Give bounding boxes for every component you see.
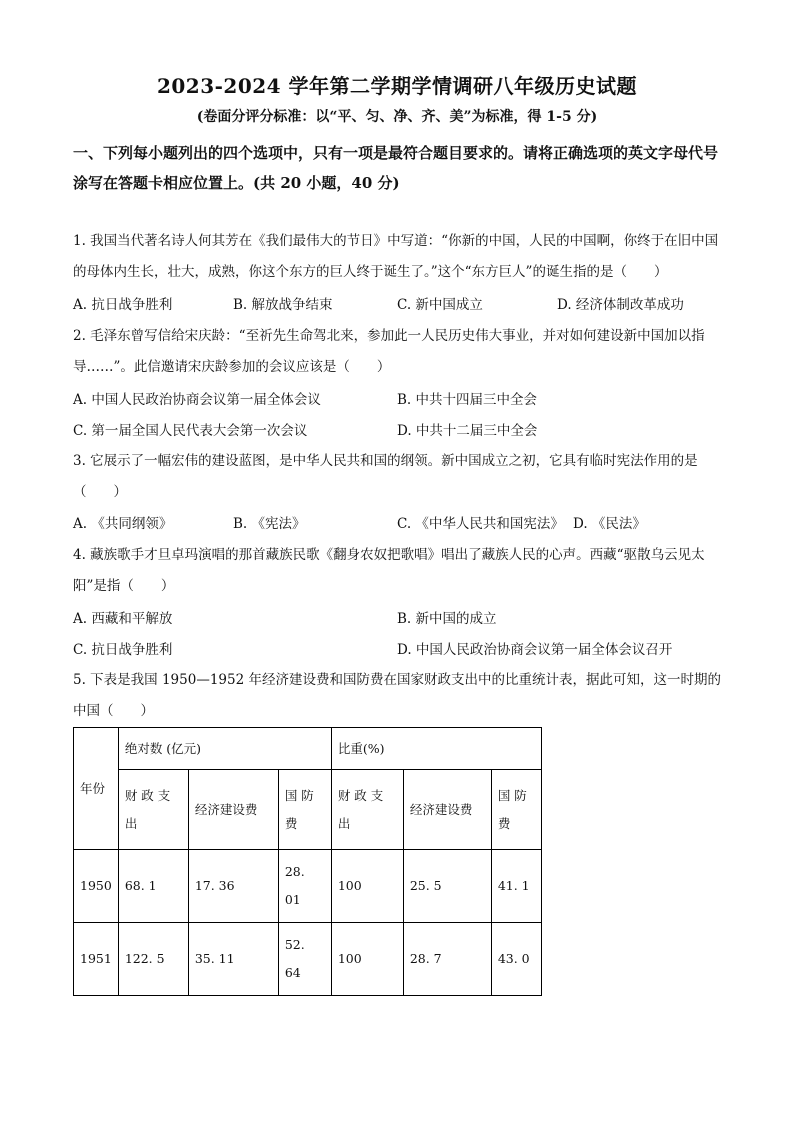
- table-row: [74, 850, 542, 923]
- cell-pct-econ: 25. 5: [403, 850, 491, 923]
- question-2-option-d: D. 中共十二届三中全会: [397, 423, 538, 439]
- abs-header: 绝对数 (亿元): [118, 728, 331, 770]
- econ-header: 经济建设费: [188, 770, 278, 850]
- cell-defense: 52. 64: [278, 923, 331, 996]
- section-instruction: 一、下列每小题列出的四个选项中，只有一项是最符合题目要求的。请将正确选项的英文字母代号涂写在答题卡相应位置上。(共 20 小题，40 分): [73, 144, 719, 192]
- question-1-stem: 1. 我国当代著名诗人何其芳在《我们最伟大的节日》中写道：“你新的中国，人民的中国啊，你终于在旧中国的母体内生长，壮大，成熟，你这个东方的巨人终于诞生了。”这个“东方巨人”的诞生指的是（ ）: [73, 233, 719, 280]
- pct-header: 比重(%): [331, 728, 541, 770]
- cell-pct-fiscal: 100: [331, 850, 403, 923]
- fiscal-header: 财 政 支 出: [118, 770, 188, 850]
- question-1-option-d: D. 经济体制改革成功: [557, 297, 684, 313]
- question-2-option-b: B. 中共十四届三中全会: [397, 392, 538, 408]
- cell-econ: 35. 11: [188, 923, 278, 996]
- cell-fiscal: 68. 1: [118, 850, 188, 923]
- cell-pct-econ: 28. 7: [403, 923, 491, 996]
- question-4-option-b: B. 新中国的成立: [397, 611, 497, 627]
- exam-subtitle: (卷面分评分标准：以“平、匀、净、齐、美”为标准，得 1-5 分): [196, 109, 598, 125]
- cell-pct-defense: 43. 0: [491, 923, 541, 996]
- table-header-row-1: [74, 728, 542, 770]
- table-row: [74, 923, 542, 996]
- question-3-option-b: B. 《宪法》: [233, 516, 306, 532]
- cell-pct-defense: 41. 1: [491, 850, 541, 923]
- pct-econ-header: 经济建设费: [403, 770, 491, 850]
- question-4-stem: 4. 藏族歌手才旦卓玛演唱的那首藏族民歌《翻身农奴把歌唱》唱出了藏族人民的心声。西藏“驱散乌云见太阳”是指（ ）: [73, 547, 705, 594]
- question-2-stem: 2. 毛泽东曾写信给宋庆龄：“至祈先生命驾北来，参加此一人民历史伟大事业，并对如何建设新中国加以指导……”。此信邀请宋庆龄参加的会议应该是（ ）: [73, 328, 705, 375]
- finance-table: [73, 727, 542, 996]
- pct-fiscal-header: 财 政 支 出: [331, 770, 403, 850]
- question-4-option-d: D. 中国人民政治协商会议第一届全体会议召开: [397, 642, 673, 658]
- question-5-stem: 5. 下表是我国 1950—1952 年经济建设费和国防费在国家财政支出中的比重统计表，据此可知，这一时期的中国（ ）: [73, 672, 721, 719]
- cell-defense: 28. 01: [278, 850, 331, 923]
- cell-year: 1951: [74, 923, 119, 996]
- question-3-option-c: C. 《中华人民共和国宪法》: [397, 516, 564, 532]
- year-header: 年份: [74, 728, 119, 850]
- cell-year: 1950: [74, 850, 119, 923]
- question-1-option-a: A. 抗日战争胜利: [73, 297, 173, 313]
- cell-econ: 17. 36: [188, 850, 278, 923]
- exam-title: 2023-2024 学年第二学期学情调研八年级历史试题: [156, 74, 638, 98]
- question-3-option-a: A. 《共同纲领》: [73, 516, 173, 532]
- question-1-option-c: C. 新中国成立: [397, 297, 483, 313]
- table-header-row-2: [74, 770, 542, 850]
- question-1-option-b: B. 解放战争结束: [233, 297, 333, 313]
- question-2-option-a: A. 中国人民政治协商会议第一届全体会议: [73, 392, 321, 408]
- defense-header: 国 防 费: [278, 770, 331, 850]
- question-3-option-d: D. 《民法》: [573, 516, 646, 532]
- cell-fiscal: 122. 5: [118, 923, 188, 996]
- question-3-stem: 3. 它展示了一幅宏伟的建设蓝图，是中华人民共和国的纲领。新中国成立之初，它具有临时宪法作用的是（ ）: [73, 453, 698, 500]
- question-4-option-c: C. 抗日战争胜利: [73, 642, 173, 658]
- question-4-option-a: A. 西藏和平解放: [73, 611, 173, 627]
- question-2-option-c: C. 第一届全国人民代表大会第一次会议: [73, 423, 308, 439]
- cell-pct-fiscal: 100: [331, 923, 403, 996]
- pct-defense-header: 国 防 费: [491, 770, 541, 850]
